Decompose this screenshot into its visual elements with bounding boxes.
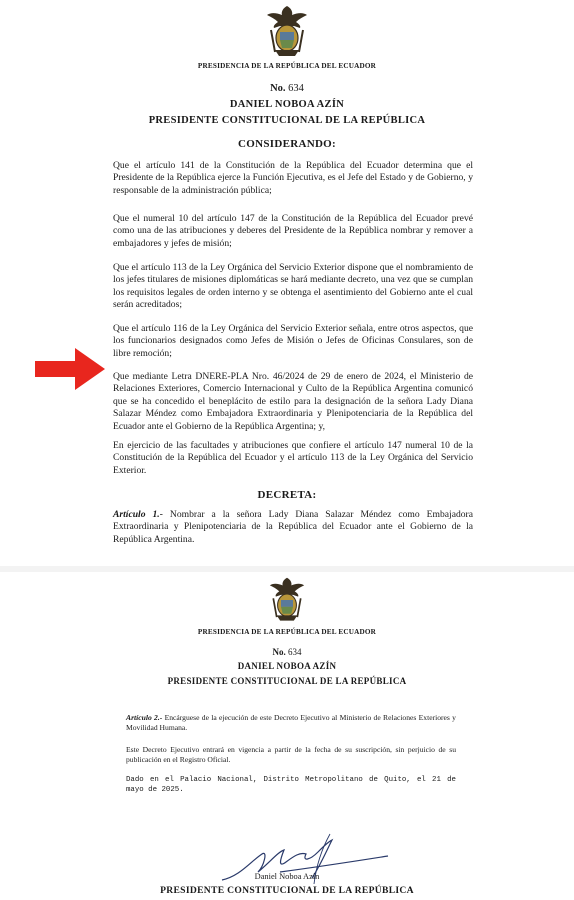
coat-of-arms-icon [265,4,309,60]
decree-number [0,83,574,94]
article-2-label: Artículo 2.- [126,713,163,722]
vigencia-paragraph: Este Decreto Ejecutivo entrará en vigencia a partir de la fecha de su suscripción, sin perjuicio de su publicación en el Registro Oficial. [126,745,456,765]
president-title: PRESIDENTE CONSTITUCIONAL DE LA REPÚBLICA [167,676,407,686]
presidency-header: PRESIDENCIA DE LA REPÚBLICA DEL ECUADOR [197,628,377,636]
considerando-paragraph-6: En ejercicio de las facultades y atribuciones que confiere el artículo 147 numeral 10 de la Constitución de la República del Ecuador y el artículo 113 de la Ley Orgánica del Servicio Exterior. [113,440,473,476]
article-2 [126,713,456,733]
number-label: No. [272,647,286,657]
decree-number [0,647,574,657]
article-1-label: Artículo 1.- [113,509,163,520]
considerando-paragraph-1: Que el artículo 141 de la Constitución de la República del Ecuador determina que el Presidente de la República ejerce la Función Ejecutiva, es el Jefe del Estado y de Gobierno, y responsable de la administración pública; [113,160,473,196]
considerando-paragraph-5: Que mediante Letra DNERE-PLA Nro. 46/2024 de 29 de enero de 2024, el Ministerio de Relaciones Exteriores, Comercio Internacional y Culto de la República Argentina comunicó que se ha concedido el beneplácito de estilo para la designación de la señora Lady Diana Salazar Méndez como Embajadora Extraordinaria y Plenipotenciaria de la República del Ecuador ante el Gobierno de la República Argentina; y, [113,371,473,432]
considerando-heading: CONSIDERANDO: [237,138,337,150]
dado-paragraph: Dado en el Palacio Nacional, Distrito Metropolitano de Quito, el 21 de mayo de 2025. [126,776,456,795]
number-value: 634 [288,83,304,94]
considerando-paragraph-3: Que el artículo 113 de la Ley Orgánica del Servicio Exterior dispone que el nombramiento de los jefes titulares de misiones diplomáticas se hará mediante decreto, una vez que se cumplan los requisitos legales de orden interno y se obtenga el asentimiento del Gobierno ante el cual serán acreditados; [113,262,473,311]
coat-of-arms-icon [268,576,306,624]
presidency-header: PRESIDENCIA DE LA REPÚBLICA DEL ECUADOR [197,62,377,70]
president-title: PRESIDENTE CONSTITUCIONAL DE LA REPÚBLICA [148,115,426,126]
article-1-text: Nombrar a la señora Lady Diana Salazar Méndez como Embajadora Extraordinaria y Plenipotenciaria de la República del Ecuador ante el Gobierno de la República Argentina. [113,509,474,545]
article-2-text: Encárguese de la ejecución de este Decreto Ejecutivo al Ministerio de Relaciones Exteriores y Movilidad Humana. [126,713,456,733]
signer-name: Daniel Noboa Azín [254,872,320,881]
article-1 [113,509,473,546]
considerando-paragraph-4: Que el artículo 116 de la Ley Orgánica del Servicio Exterior señala, entre otros aspectos, que los funcionarios designados como Jefes de Misión o Jefes de Oficinas Consulares, son de libre remoción; [113,323,473,359]
president-name: DANIEL NOBOA AZÍN [237,661,337,671]
signer-title: PRESIDENTE CONSTITUCIONAL DE LA REPÚBLICA [160,885,414,896]
red-arrow-icon [35,348,105,390]
number-value: 634 [288,647,302,657]
president-name: DANIEL NOBOA AZÍN [229,99,345,110]
number-label: No. [270,83,286,94]
decreta-heading: DECRETA: [257,489,317,501]
considerando-paragraph-2: Que el numeral 10 del artículo 147 de la Constitución de la República del Ecuador prevé como una de las atribuciones y deberes del Presidente de la República nombrar y remover a embajadores y jefes de misión; [113,213,473,249]
